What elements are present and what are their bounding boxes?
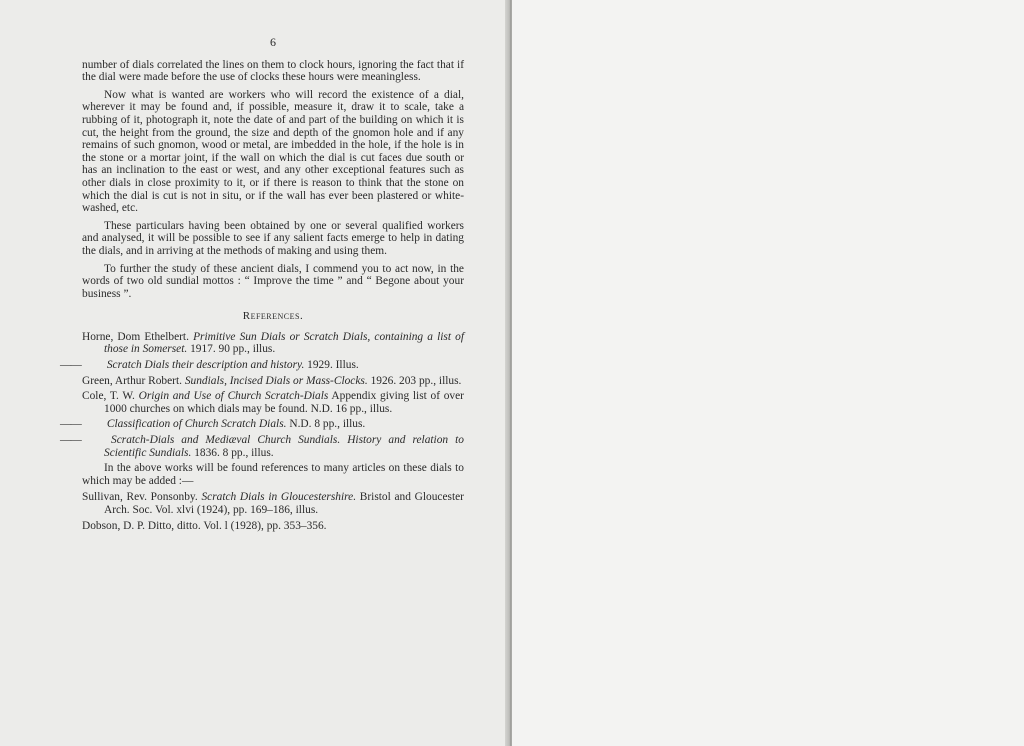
page-number: 6 xyxy=(270,35,276,49)
left-page xyxy=(0,0,508,746)
additional-note: In the above works will be found references to many articles on these dials to which may be added :— xyxy=(82,462,464,487)
reference-item: Sullivan, Rev. Ponsonby. Scratch Dials in Gloucestershire. Bristol and Gloucester Arch. Soc. Vol. xlvi (1924), pp. 169–186, illus. xyxy=(82,491,464,516)
reference-item: Cole, T. W. Origin and Use of Church Scratch-Dials Appendix giving list of over 1000 churches on which dials may be found. N.D. 16 pp., illus. xyxy=(82,390,464,415)
reference-item: —— Scratch-Dials and Mediæval Church Sundials. History and relation to Scientific Sundials. 1836. 8 pp., illus. xyxy=(60,434,464,459)
reference-item: Dobson, D. P. Ditto, ditto. Vol. l (1928), pp. 353–356. xyxy=(82,519,327,532)
reference-item: —— Scratch Dials their description and history. 1929. Illus. xyxy=(60,359,359,372)
references-heading: References. xyxy=(242,310,304,323)
reference-item: Green, Arthur Robert. Sundials, Incised Dials or Mass-Clocks. 1926. 203 pp., illus. xyxy=(82,374,462,387)
page-text xyxy=(60,35,464,535)
paragraph-1: number of dials correlated the lines on them to clock hours, ignoring the fact that if the dial were made before the use of clocks these hours were meaningless. xyxy=(82,58,464,84)
reference-item: —— Classification of Church Scratch Dials. N.D. 8 pp., illus. xyxy=(60,418,366,431)
paragraph-2: Now what is wanted are workers who will record the existence of a dial, wherever it may be found and, if possible, measure it, draw it to scale, take a rubbing of it, photograph it, note the date of and part of the building on which it is cut, the height from the ground, the size and depth of the gnomon hole and if any remains of such gnomon, wood or metal, are imbedded in the hole, if the hole is in the stone or a mortar joint, if the wall on which the dial is cut faces due south or has an inclination to the east or west, and any other exceptional features such as other dials in close proximity to it, or if there is reason to think that the stone on which the dial is cut is not in situ, or if the wall has ever been plastered or white-washed, etc. xyxy=(82,88,464,215)
paragraph-4: To further the study of these ancient dials, I commend you to act now, in the words of two old sundial mottos : “ Improve the time ” and “ Begone about your business ”. xyxy=(82,262,464,300)
reference-item: Horne, Dom Ethelbert. Primitive Sun Dials or Scratch Dials, containing a list of those in Somerset. 1917. 90 pp., illus. xyxy=(82,330,464,356)
right-page-blank xyxy=(512,0,1024,746)
paragraph-3: These particulars having been obtained by one or several qualified workers and analysed, it will be possible to see if any salient facts emerge to help in dating the dials, and in arriving at the methods of making and using them. xyxy=(82,219,464,257)
